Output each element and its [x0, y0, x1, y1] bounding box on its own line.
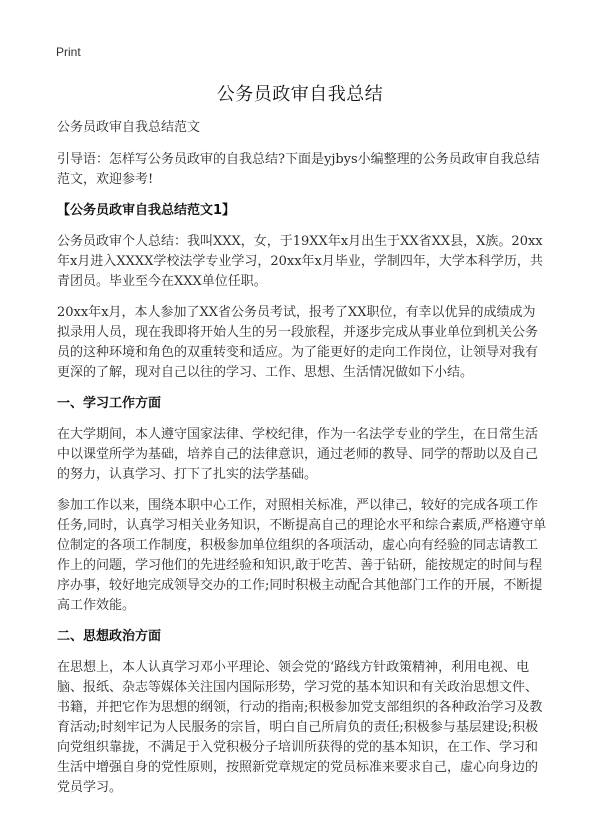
section-heading-political: 二、思想政治方面: [57, 629, 162, 644]
paragraph-university: 在大学期间，本人遵守国家法律、学校纪律，作为一名法学专业的学生，在日常生活中以课堂所学为基础，培养自己的法律意识，通过老师的教导、同学的帮助以及自己的努力，认真学习、打下了扎实的法学基础。: [57, 427, 539, 482]
paragraph-exam: 20xx年x月，本人参加了XX省公务员考试，报考了XX职位，有幸以优异的成绩成为拟录用人员，现在我即将开始人生的另一段旅程，并逐步完成从事业单位到机关公务员的这种环境和角色的双重转变和适应。为了能更好的走向工作岗位，让领导对我有更深的了解，现对自己以往的学习、工作、思想、生活情况做如下小结。: [57, 305, 539, 380]
intro-paragraph: 引导语：怎样写公务员政审的自我总结?下面是yjbys小编整理的公务员政审自我总结范文，欢迎参考!: [57, 152, 540, 187]
section-heading-study-work: 一、学习工作方面: [57, 396, 162, 411]
sample-heading: 【公务员政审自我总结范文1】: [57, 203, 236, 218]
doc-subtitle: 公务员政审自我总结范文: [57, 120, 201, 135]
paragraph-personal-info: 公务员政审个人总结：我叫XXX，女，于19XX年x月出生于XX省XX县，X族。20xx年x月进入XXXX学校法学专业学习，20xx年x月毕业，学制四年，大学本科学历，共青团员。毕业至今在XXX单位任职。: [57, 234, 543, 289]
paragraph-work: 参加工作以来，围绕本职中心工作，对照相关标准，严以律己，较好的完成各项工作任务,同时，认真学习相关业务知识，不断提高自己的理论水平和综合素质,严格遵守单位制定的各项工作制度，积极参加单位组织的各项活动，虚心向有经验的同志请教工作上的问题，学习他们的先进经验和知识,敢于吃苦、善于钻研，能按规定的时间与程序办事，较好地完成领导交办的工作;同时积极主动配合其他部门工作的开展，不断提高工作效能。: [57, 498, 547, 613]
page-title: 公务员政审自我总结: [216, 84, 384, 105]
document-body: [57, 118, 547, 809]
paragraph-political: 在思想上，本人认真学习邓小平理论、领会党的‘路线方针政策精神，利用电视、电脑、报纸、杂志等媒体关注国内国际形势，学习党的基本知识和有关政治思想文件、书籍，并把它作为思想的纲领，行动的指南;积极参加党支部组织的各种政治学习及教育活动;时刻牢记为人民服务的宗旨，明白自己所肩负的责任;积极参与基层建设;积极向党组织靠拢，不满足于入党积极分子培训所获得的党的基本知识，在工作、学习和生活中增强自身的党性原则，按照新党章规定的党员标准来要求自己，虚心向身边的党员学习。: [57, 660, 543, 795]
print-link[interactable]: Print: [56, 45, 81, 59]
